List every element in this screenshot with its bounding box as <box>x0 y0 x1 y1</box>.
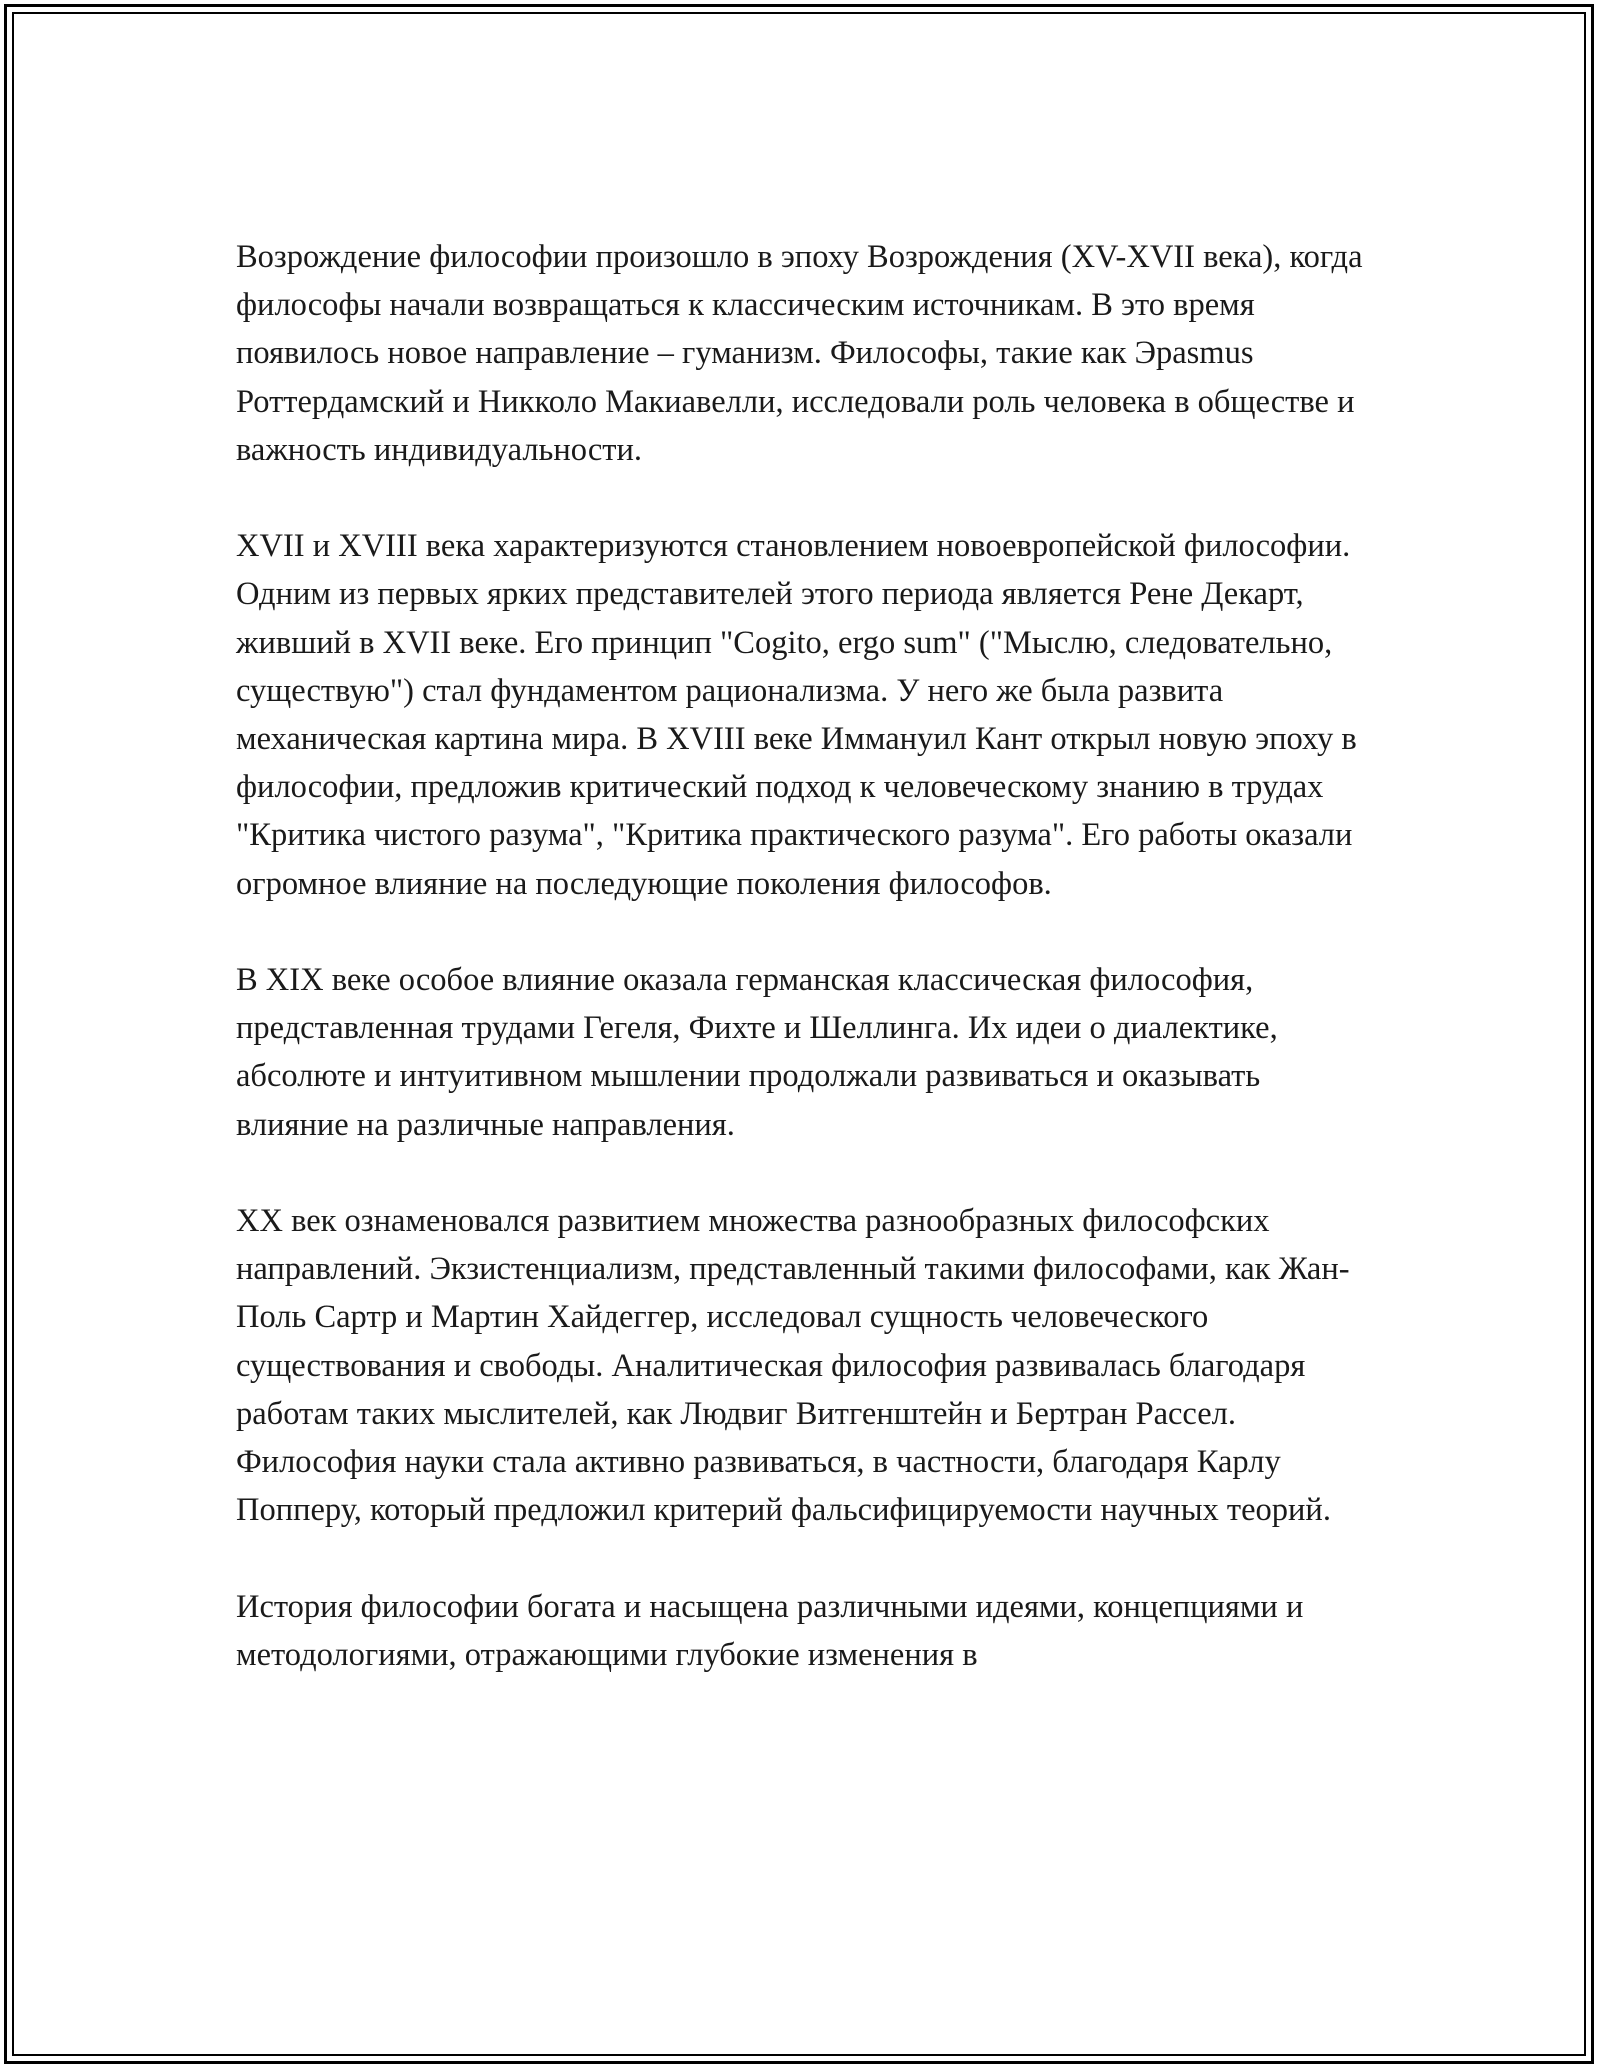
paragraph-20-century: XX век ознаменовался развитием множества разнообразных философских направлений. Экзистенциализм, представленный такими философами, как Жан-Поль Сартр и Мартин Хайдеггер, исследовал сущность человеческого существования и свободы. Аналитическая философия развивалась благодаря работам таких мыслителей, как Людвиг Витгенштейн и Бертран Рассел. Философия науки стала активно развиваться, в частности, благодаря Карлу Попперу, который предложил критерий фальсифицируемости научных теорий. <box>236 1203 1350 1529</box>
document-body <box>236 233 1366 1727</box>
paragraph-19-century: В XIX веке особое влияние оказала германская классическая философия, представленная трудами Гегеля, Фихте и Шеллинга. Их идеи о диалектике, абсолюте и интуитивном мышлении продолжали развиваться и оказывать влияние на различные направления. <box>236 962 1278 1143</box>
paragraph-history-summary: История философии богата и насыщена различными идеями, концепциями и методологиями, отражающими глубокие изменения в <box>236 1588 1304 1673</box>
paragraph-renaissance: Возрождение философии произошло в эпоху Возрождения (XV-XVII века), когда философы начали возвращаться к классическим источникам. В это время появилось новое направление – гуманизм. Философы, такие как Эрasmus Роттердамский и Никколо Макиавелли, исследовали роль человека в обществе и важность индивидуальности. <box>236 239 1363 468</box>
paragraph-17-18-centuries: XVII и XVIII века характеризуются становлением новоевропейской философии. Одним из первых ярких представителей этого периода является Рене Декарт, живший в XVII веке. Его принцип "Cogito, ergo sum" ("Мыслю, следовательно, существую") стал фундаментом рационализма. У него же была развита механическая картина мира. В XVIII веке Иммануил Кант открыл новую эпоху в философии, предложив критический подход к человеческому знанию в трудах "Критика чистого разума", "Критика практического разума". Его работы оказали огромное влияние на последующие поколения философов. <box>236 528 1357 902</box>
